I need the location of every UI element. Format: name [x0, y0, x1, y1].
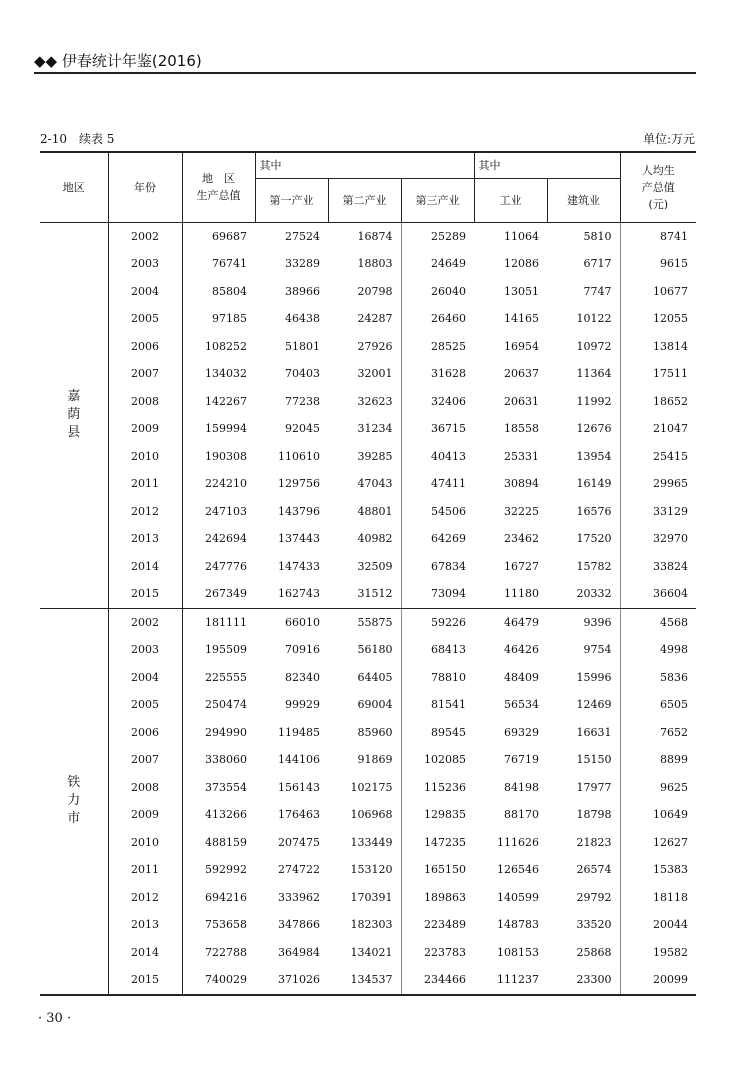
industry-cell: 18558 [504, 422, 539, 436]
year-cell: 2006 [108, 719, 182, 747]
secondary-cell: 31234 [328, 415, 401, 443]
gdp-cell: 740029 [182, 966, 255, 994]
tertiary-cell: 223783 [424, 945, 466, 959]
gdp-cell: 242694 [205, 532, 247, 546]
table-row [40, 360, 696, 388]
table-row [40, 222, 696, 250]
gdp-cell: 225555 [205, 670, 247, 684]
secondary-cell: 55875 [328, 608, 401, 636]
secondary-cell: 56180 [328, 636, 401, 664]
secondary-cell: 20798 [328, 278, 401, 306]
construction-cell: 9754 [547, 636, 620, 664]
tertiary-cell: 68413 [431, 643, 466, 657]
primary-cell: 176463 [278, 808, 320, 822]
table-row [40, 746, 696, 774]
year-cell: 2004 [108, 278, 182, 306]
per-capita-cell: 5836 [660, 670, 688, 684]
primary-cell: 92045 [285, 422, 320, 436]
gdp-cell: 134032 [205, 367, 247, 381]
table-row [40, 553, 696, 581]
tertiary-cell: 47411 [431, 477, 466, 491]
tertiary-cell: 36715 [431, 422, 466, 436]
table-row [40, 525, 696, 553]
table-row [40, 966, 696, 994]
industry-cell: 11064 [504, 229, 539, 243]
gdp-cell: 592992 [205, 863, 247, 877]
year-cell: 2010 [108, 829, 182, 857]
table-row [40, 470, 696, 498]
per-capita-cell: 29965 [653, 477, 688, 491]
primary-cell: 70403 [285, 367, 320, 381]
per-capita-cell: 20099 [620, 966, 696, 994]
construction-cell: 17520 [547, 525, 620, 553]
secondary-cell: 18803 [328, 250, 401, 278]
year-cell: 2002 [108, 608, 182, 636]
table-row [40, 498, 696, 526]
secondary-cell: 24287 [328, 305, 401, 333]
tertiary-cell: 59226 [431, 615, 466, 629]
industry-cell: 69329 [504, 725, 539, 739]
table-row [40, 856, 696, 884]
year-cell: 2011 [108, 856, 182, 884]
tertiary-cell: 26460 [431, 312, 466, 326]
primary-cell: 143796 [278, 504, 320, 518]
table-row [40, 250, 696, 278]
tertiary-cell: 54506 [431, 504, 466, 518]
gdp-cell: 488159 [205, 835, 247, 849]
table-row [40, 636, 696, 664]
primary-cell: 27524 [285, 229, 320, 243]
page-number: · 30 · [38, 1011, 72, 1026]
primary-cell: 207475 [278, 835, 320, 849]
per-capita-cell: 18652 [653, 394, 688, 408]
industry-cell: 48409 [504, 670, 539, 684]
running-header: ◆◆ 伊春统计年鉴(2016) [34, 52, 202, 70]
secondary-cell: 69004 [328, 691, 401, 719]
secondary-cell: 170391 [328, 884, 401, 912]
industry-cell: 16727 [504, 559, 539, 573]
year-cell: 2009 [108, 801, 182, 829]
year-cell: 2015 [108, 580, 182, 608]
industry-cell: 88170 [504, 808, 539, 822]
industry-cell: 76719 [504, 753, 539, 767]
per-capita-cell: 10649 [653, 808, 688, 822]
industry-cell: 23462 [504, 532, 539, 546]
primary-cell: 274722 [278, 863, 320, 877]
per-capita-cell: 8741 [660, 229, 688, 243]
per-capita-cell: 6505 [660, 698, 688, 712]
construction-cell: 15782 [547, 553, 620, 581]
industry-cell: 12086 [504, 257, 539, 271]
col-year: 年份 [108, 152, 182, 222]
year-cell: 2007 [108, 746, 182, 774]
table-row [40, 580, 696, 608]
gdp-cell: 247776 [205, 559, 247, 573]
year-cell: 2005 [108, 305, 182, 333]
tertiary-cell: 26040 [431, 284, 466, 298]
table-row [40, 443, 696, 471]
table-row [40, 719, 696, 747]
tertiary-cell: 28525 [431, 339, 466, 353]
year-cell: 2003 [108, 250, 182, 278]
tertiary-cell: 40413 [431, 449, 466, 463]
per-capita-cell: 20044 [653, 918, 688, 932]
industry-cell: 126546 [497, 863, 539, 877]
construction-cell: 25868 [547, 939, 620, 967]
per-capita-cell: 4998 [660, 643, 688, 657]
primary-cell: 144106 [278, 753, 320, 767]
tertiary-cell: 129835 [424, 808, 466, 822]
primary-cell: 371026 [255, 966, 328, 994]
gdp-cell: 195509 [205, 643, 247, 657]
primary-cell: 147433 [278, 559, 320, 573]
tertiary-cell: 32406 [431, 394, 466, 408]
secondary-cell: 91869 [328, 746, 401, 774]
industry-cell: 30894 [504, 477, 539, 491]
construction-cell: 6717 [547, 250, 620, 278]
secondary-cell: 106968 [328, 801, 401, 829]
industry-cell: 140599 [497, 890, 539, 904]
secondary-cell: 64405 [328, 664, 401, 692]
secondary-cell: 85960 [328, 719, 401, 747]
gdp-cell: 69687 [212, 229, 247, 243]
secondary-cell: 133449 [328, 829, 401, 857]
primary-cell: 333962 [278, 890, 320, 904]
primary-cell: 70916 [285, 643, 320, 657]
tertiary-cell: 67834 [431, 559, 466, 573]
region-cell: 铁 力 市 [40, 608, 108, 994]
gdp-cell: 413266 [205, 808, 247, 822]
industry-cell: 25331 [504, 449, 539, 463]
tertiary-cell: 223489 [424, 918, 466, 932]
industry-cell: 11180 [474, 580, 547, 608]
tertiary-cell: 165150 [424, 863, 466, 877]
industry-cell: 32225 [504, 504, 539, 518]
table-bottom-rule [40, 995, 696, 996]
col-secondary: 第二产业 [328, 178, 401, 222]
tertiary-cell: 25289 [431, 229, 466, 243]
per-capita-cell: 10677 [653, 284, 688, 298]
industry-cell: 148783 [497, 918, 539, 932]
header-rule [34, 72, 696, 74]
year-cell: 2014 [108, 553, 182, 581]
year-cell: 2004 [108, 664, 182, 692]
per-capita-cell: 19582 [653, 945, 688, 959]
year-cell: 2010 [108, 443, 182, 471]
year-cell: 2012 [108, 884, 182, 912]
year-cell: 2007 [108, 360, 182, 388]
per-capita-cell: 7652 [660, 725, 688, 739]
table-number: 2-10 续表 5 [40, 132, 115, 146]
industry-cell: 20637 [504, 367, 539, 381]
industry-cell: 20631 [504, 394, 539, 408]
construction-cell: 29792 [547, 884, 620, 912]
statistics-table [40, 151, 696, 995]
col-industry: 工业 [474, 178, 547, 222]
industry-cell: 46426 [504, 643, 539, 657]
secondary-cell: 31512 [328, 580, 401, 608]
gdp-cell: 294990 [205, 725, 247, 739]
primary-cell: 129756 [278, 477, 320, 491]
primary-cell: 119485 [278, 725, 320, 739]
per-capita-cell: 9615 [660, 257, 688, 271]
table-body [40, 222, 696, 994]
gdp-cell: 159994 [205, 422, 247, 436]
year-cell: 2006 [108, 333, 182, 361]
construction-cell: 15996 [547, 664, 620, 692]
per-capita-cell: 12055 [653, 312, 688, 326]
industry-cell: 14165 [504, 312, 539, 326]
col-qizhong-1: 其中 [255, 152, 474, 178]
construction-cell: 12469 [547, 691, 620, 719]
year-cell: 2011 [108, 470, 182, 498]
industry-cell: 111626 [497, 835, 539, 849]
table-row [40, 278, 696, 306]
table-row [40, 305, 696, 333]
col-construction: 建筑业 [547, 178, 620, 222]
primary-cell: 82340 [285, 670, 320, 684]
per-capita-cell: 18118 [653, 890, 688, 904]
tertiary-cell: 73094 [401, 580, 474, 608]
secondary-cell: 182303 [328, 911, 401, 939]
table-row [40, 911, 696, 939]
primary-cell: 156143 [278, 780, 320, 794]
table-row [40, 829, 696, 857]
tertiary-cell: 81541 [431, 698, 466, 712]
gdp-cell: 224210 [205, 477, 247, 491]
construction-cell: 15150 [547, 746, 620, 774]
construction-cell: 16149 [547, 470, 620, 498]
per-capita-cell: 9625 [660, 780, 688, 794]
col-qizhong-2: 其中 [474, 152, 620, 178]
table-row [40, 333, 696, 361]
gdp-cell: 108252 [205, 339, 247, 353]
industry-cell: 111237 [474, 966, 547, 994]
secondary-cell: 47043 [328, 470, 401, 498]
gdp-cell: 267349 [182, 580, 255, 608]
year-cell: 2009 [108, 415, 182, 443]
per-capita-cell: 33824 [653, 559, 688, 573]
industry-cell: 84198 [504, 780, 539, 794]
per-capita-cell: 36604 [620, 580, 696, 608]
year-cell: 2013 [108, 525, 182, 553]
secondary-cell: 39285 [328, 443, 401, 471]
col-tertiary: 第三产业 [401, 178, 474, 222]
col-gdp: 地 区 生产总值 [182, 152, 255, 222]
construction-cell: 23300 [547, 966, 620, 994]
primary-cell: 137443 [278, 532, 320, 546]
year-cell: 2002 [108, 222, 182, 250]
per-capita-cell: 33129 [653, 504, 688, 518]
construction-cell: 11364 [547, 360, 620, 388]
primary-cell: 51801 [285, 339, 320, 353]
secondary-cell: 32001 [328, 360, 401, 388]
gdp-cell: 247103 [205, 504, 247, 518]
year-cell: 2015 [108, 966, 182, 994]
secondary-cell: 16874 [328, 222, 401, 250]
secondary-cell: 134537 [328, 966, 401, 994]
gdp-cell: 142267 [205, 394, 247, 408]
year-cell: 2012 [108, 498, 182, 526]
industry-cell: 46479 [504, 615, 539, 629]
per-capita-cell: 32970 [653, 532, 688, 546]
per-capita-cell: 8899 [660, 753, 688, 767]
gdp-cell: 753658 [205, 918, 247, 932]
year-cell: 2008 [108, 774, 182, 802]
per-capita-cell: 4568 [660, 615, 688, 629]
table-row [40, 608, 696, 636]
tertiary-cell: 64269 [431, 532, 466, 546]
secondary-cell: 32623 [328, 388, 401, 416]
per-capita-cell: 25415 [653, 449, 688, 463]
per-capita-cell: 17511 [653, 367, 688, 381]
per-capita-cell: 21047 [653, 422, 688, 436]
construction-cell: 26574 [547, 856, 620, 884]
tertiary-cell: 31628 [431, 367, 466, 381]
construction-cell: 12676 [547, 415, 620, 443]
col-region: 地区 [40, 152, 108, 222]
construction-cell: 11992 [547, 388, 620, 416]
tertiary-cell: 89545 [431, 725, 466, 739]
construction-cell: 13954 [547, 443, 620, 471]
per-capita-cell: 13814 [653, 339, 688, 353]
table-row [40, 415, 696, 443]
table-row [40, 884, 696, 912]
construction-cell: 20332 [547, 580, 620, 608]
construction-cell: 18798 [547, 801, 620, 829]
secondary-cell: 102175 [328, 774, 401, 802]
year-cell: 2005 [108, 691, 182, 719]
construction-cell: 10122 [547, 305, 620, 333]
gdp-cell: 722788 [205, 945, 247, 959]
primary-cell: 38966 [285, 284, 320, 298]
table-row [40, 939, 696, 967]
secondary-cell: 27926 [328, 333, 401, 361]
year-cell: 2008 [108, 388, 182, 416]
tertiary-cell: 189863 [424, 890, 466, 904]
col-per-capita: 人均生 产总值 (元) [620, 152, 696, 222]
construction-cell: 17977 [547, 774, 620, 802]
construction-cell: 21823 [547, 829, 620, 857]
primary-cell: 347866 [278, 918, 320, 932]
tertiary-cell: 24649 [431, 257, 466, 271]
table-row [40, 801, 696, 829]
secondary-cell: 40982 [328, 525, 401, 553]
industry-cell: 108153 [497, 945, 539, 959]
construction-cell: 5810 [547, 222, 620, 250]
construction-cell: 10972 [547, 333, 620, 361]
secondary-cell: 48801 [328, 498, 401, 526]
construction-cell: 33520 [547, 911, 620, 939]
gdp-cell: 250474 [205, 698, 247, 712]
year-cell: 2014 [108, 939, 182, 967]
industry-cell: 56534 [504, 698, 539, 712]
region-cell: 嘉 荫 县 [40, 222, 108, 608]
tertiary-cell: 115236 [424, 780, 466, 794]
unit-label: 单位:万元 [642, 132, 695, 146]
primary-cell: 110610 [278, 449, 320, 463]
table-row [40, 691, 696, 719]
year-cell: 2013 [108, 911, 182, 939]
primary-cell: 99929 [285, 698, 320, 712]
year-cell: 2003 [108, 636, 182, 664]
secondary-cell: 153120 [328, 856, 401, 884]
secondary-cell: 134021 [328, 939, 401, 967]
gdp-cell: 190308 [205, 449, 247, 463]
secondary-cell: 32509 [328, 553, 401, 581]
industry-cell: 13051 [504, 284, 539, 298]
primary-cell: 162743 [255, 580, 328, 608]
gdp-cell: 85804 [212, 284, 247, 298]
per-capita-cell: 12627 [653, 835, 688, 849]
table-row [40, 774, 696, 802]
tertiary-cell: 147235 [424, 835, 466, 849]
primary-cell: 77238 [285, 394, 320, 408]
tertiary-cell: 102085 [424, 753, 466, 767]
primary-cell: 46438 [285, 312, 320, 326]
industry-cell: 16954 [504, 339, 539, 353]
per-capita-cell: 15383 [653, 863, 688, 877]
col-primary: 第一产业 [255, 178, 328, 222]
construction-cell: 7747 [547, 278, 620, 306]
construction-cell: 9396 [547, 608, 620, 636]
tertiary-cell: 78810 [431, 670, 466, 684]
gdp-cell: 76741 [212, 257, 247, 271]
primary-cell: 66010 [285, 615, 320, 629]
primary-cell: 33289 [285, 257, 320, 271]
table-row [40, 388, 696, 416]
gdp-cell: 181111 [205, 615, 247, 629]
tertiary-cell: 234466 [401, 966, 474, 994]
gdp-cell: 338060 [205, 753, 247, 767]
gdp-cell: 97185 [212, 312, 247, 326]
construction-cell: 16631 [547, 719, 620, 747]
gdp-cell: 694216 [205, 890, 247, 904]
table-row [40, 664, 696, 692]
primary-cell: 364984 [278, 945, 320, 959]
gdp-cell: 373554 [205, 780, 247, 794]
construction-cell: 16576 [547, 498, 620, 526]
